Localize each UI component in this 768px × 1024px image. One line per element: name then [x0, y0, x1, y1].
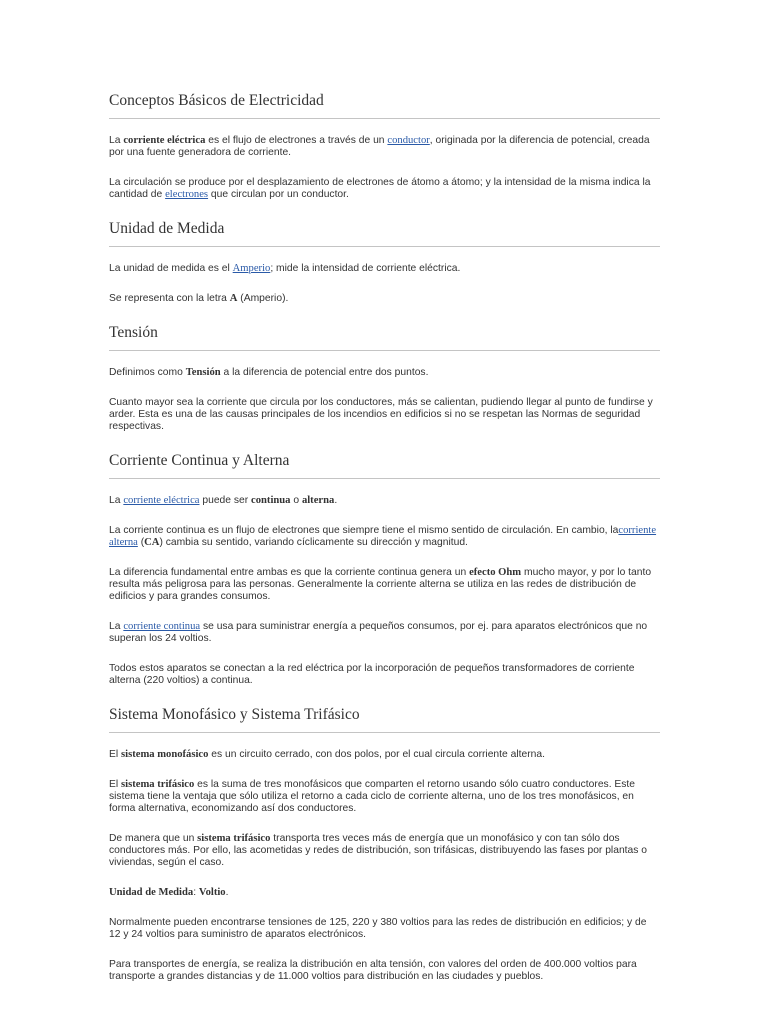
paragraph-line — [109, 135, 660, 147]
paragraph — [109, 621, 660, 645]
paragraph-line — [109, 857, 660, 869]
paragraph-line — [109, 929, 660, 941]
paragraph-line — [109, 409, 660, 421]
paragraph-line — [109, 959, 660, 971]
text-run: Se representa con la letra — [109, 293, 230, 304]
section-heading: Corriente Continua y Alterna — [109, 451, 660, 479]
paragraph-line — [109, 791, 660, 803]
section-heading: Sistema Monofásico y Sistema Trifásico — [109, 705, 660, 733]
paragraph-line — [109, 971, 660, 983]
bold-term: Unidad de Medida — [109, 887, 194, 898]
section-heading: Tensión — [109, 323, 660, 351]
bold-term: Tensión — [185, 367, 221, 378]
text-run: De manera que un — [109, 833, 198, 844]
text-run: La unidad de medida es el — [109, 263, 233, 274]
inline-link[interactable]: conductor — [387, 135, 430, 146]
text-run: o — [290, 495, 302, 506]
text-run: La diferencia fundamental entre ambas es que la corriente continua genera un — [109, 567, 470, 578]
inline-link[interactable]: electrones — [165, 189, 209, 200]
paragraph-line — [109, 887, 660, 899]
text-run: superan los 24 voltios. — [109, 633, 212, 644]
section — [109, 91, 660, 201]
paragraph — [109, 779, 660, 815]
paragraph-line — [109, 421, 660, 433]
text-run: ) cambia su sentido, variando cíclicamente su dirección y magnitud. — [159, 537, 468, 548]
text-run: mucho mayor, y por lo tanto — [521, 567, 652, 578]
bold-term: corriente eléctrica — [123, 135, 206, 146]
paragraph — [109, 567, 660, 603]
text-run: . — [225, 887, 229, 898]
paragraph-line — [109, 293, 660, 305]
bold-term: A — [229, 293, 238, 304]
paragraph-line — [109, 633, 660, 645]
bold-term: CA — [144, 537, 160, 548]
paragraph — [109, 749, 660, 761]
text-run: edificios y para grandes consumos. — [109, 591, 271, 602]
paragraph-line — [109, 749, 660, 761]
text-run: se usa para suministrar energía a pequeños consumos, por ej. para aparatos electrónicos que no — [200, 621, 648, 632]
section — [109, 705, 660, 983]
paragraph — [109, 833, 660, 869]
paragraph-line — [109, 263, 660, 275]
bold-term: continua — [251, 495, 291, 506]
text-run: Todos estos aparatos se conectan a la red eléctrica por la incorporación de pequeños transformadores de corriente — [109, 663, 635, 674]
paragraph-line — [109, 779, 660, 791]
paragraph-line — [109, 917, 660, 929]
text-run: La — [109, 135, 124, 146]
text-run: , originada por la diferencia de potencial, creada — [429, 135, 650, 146]
section — [109, 219, 660, 305]
text-run: Cuanto mayor sea la corriente que circula por los conductores, más se calientan, pudiendo llegar al punto de fundirse y — [109, 397, 653, 408]
text-run: La — [109, 621, 124, 632]
paragraph — [109, 397, 660, 433]
paragraph — [109, 263, 660, 275]
text-run: La circulación se produce por el desplazamiento de electrones de átomo a átomo; y la intensidad de la misma indica la — [109, 177, 651, 188]
bold-term: sistema monofásico — [121, 749, 209, 760]
paragraph-line — [109, 397, 660, 409]
paragraph — [109, 917, 660, 941]
paragraph — [109, 959, 660, 983]
paragraph — [109, 525, 660, 549]
text-run: arder. Esta es una de las causas principales de los incendios en edificios si no se respetan las Normas de seguridad — [109, 409, 641, 420]
inline-link[interactable]: Amperio — [232, 263, 271, 274]
paragraph-line — [109, 525, 660, 537]
bold-term: sistema trifásico — [197, 833, 271, 844]
text-run: (Amperio). — [237, 293, 289, 304]
text-run: respectivas. — [109, 421, 164, 432]
paragraph — [109, 887, 660, 899]
text-run: ; mide la intensidad de corriente eléctrica. — [270, 263, 461, 274]
section — [109, 451, 660, 687]
text-run: es el flujo de electrones a través de un — [205, 135, 388, 146]
text-run: El — [109, 779, 122, 790]
paragraph — [109, 135, 660, 159]
text-run: transporte a grandes distancias y de 11.000 voltios para distribución en las ciudades y pueblos. — [109, 971, 544, 982]
paragraph — [109, 177, 660, 201]
bold-term: Voltio — [198, 887, 226, 898]
text-run: Para transportes de energía, se realiza la distribución en alta tensión, con valores del orden de 400.000 voltios para — [109, 959, 637, 970]
text-run: conductores más. Por ello, las acometidas y redes de distribución, son trifásicas, distribuyendo las fases por plantas o — [109, 845, 647, 856]
inline-link[interactable]: alterna — [109, 537, 138, 548]
text-run: viviendas, según el caso. — [109, 857, 225, 868]
text-run: resulta más peligrosa para las personas. Generalmente la corriente alterna se utiliza en las redes de distribución de — [109, 579, 637, 590]
bold-term: alterna — [301, 495, 335, 506]
text-run: cantidad de — [109, 189, 166, 200]
paragraph — [109, 293, 660, 305]
text-run: forma alternativa, economizando así dos conductores. — [109, 803, 357, 814]
section-heading: Unidad de Medida — [109, 219, 660, 247]
paragraph-line — [109, 147, 660, 159]
text-run: transporta tres veces más de energía que un monofásico y con tan sólo dos — [270, 833, 620, 844]
text-run: es la suma de tres monofásicos que comparten el retorno usando sólo cuatro conductores. Este — [194, 779, 636, 790]
paragraph-line — [109, 567, 660, 579]
paragraph-line — [109, 537, 660, 549]
paragraph-line — [109, 495, 660, 507]
paragraph-line — [109, 591, 660, 603]
paragraph-line — [109, 833, 660, 845]
text-run: La — [109, 495, 124, 506]
bold-term: sistema trifásico — [121, 779, 195, 790]
paragraph-line — [109, 803, 660, 815]
text-run: sistema tiene la ventaja que sólo utiliza el retorno a cada ciclo de corriente alterna, uno de los tres monofásicos, en — [109, 791, 634, 802]
paragraph-line — [109, 367, 660, 379]
paragraph-line — [109, 621, 660, 633]
paragraph-line — [109, 189, 660, 201]
text-run: . — [334, 495, 338, 506]
paragraph — [109, 495, 660, 507]
inline-link[interactable]: corriente — [618, 525, 657, 536]
text-run: por una fuente generadora de corriente. — [109, 147, 292, 158]
text-run: puede ser — [199, 495, 252, 506]
text-run: La corriente continua es un flujo de electrones que siempre tiene el mismo sentido de circulación. En cambio, la — [109, 525, 619, 536]
text-run: es un circuito cerrado, con dos polos, por el cual circula corriente alterna. — [208, 749, 545, 760]
text-run: : — [193, 887, 199, 898]
paragraph-line — [109, 177, 660, 189]
text-run: que circulan por un conductor. — [208, 189, 349, 200]
paragraph — [109, 663, 660, 687]
paragraph-line — [109, 579, 660, 591]
text-run: Definimos como — [109, 367, 186, 378]
paragraph-line — [109, 845, 660, 857]
inline-link[interactable]: corriente eléctrica — [123, 495, 200, 506]
section — [109, 323, 660, 433]
text-run: a la diferencia de potencial entre dos puntos. — [220, 367, 429, 378]
paragraph-line — [109, 663, 660, 675]
text-run: El — [109, 749, 122, 760]
paragraph — [109, 367, 660, 379]
text-run: ( — [137, 537, 145, 548]
document-body — [109, 91, 660, 1001]
page-title: Conceptos Básicos de Electricidad — [109, 91, 660, 119]
bold-term: efecto Ohm — [469, 567, 522, 578]
text-run: Normalmente pueden encontrarse tensiones de 125, 220 y 380 voltios para las redes de distribución en edificios; y de — [109, 917, 647, 928]
text-run: 12 y 24 voltios para suministro de aparatos electrónicos. — [109, 929, 366, 940]
inline-link[interactable]: corriente continua — [123, 621, 201, 632]
text-run: alterna (220 voltios) a continua. — [109, 675, 253, 686]
paragraph-line — [109, 675, 660, 687]
